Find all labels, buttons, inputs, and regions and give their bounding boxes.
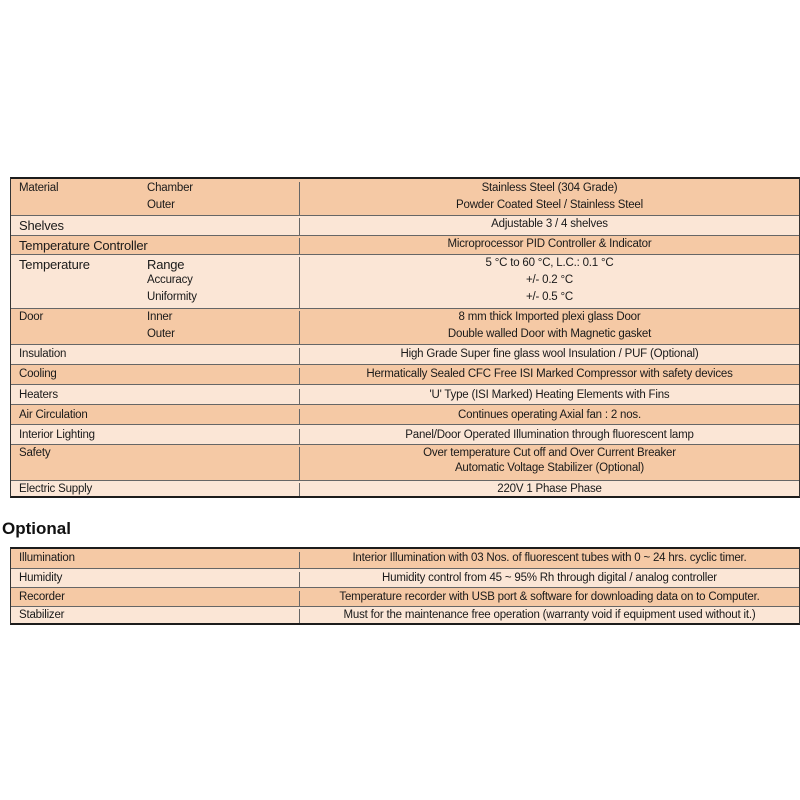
spec-sublabel: Inner — [147, 311, 173, 323]
spec-sublabel: Outer — [147, 328, 175, 340]
spec-value: 8 mm thick Imported plexi glass Door — [458, 311, 641, 323]
spec-value: 'U' Type (ISI Marked) Heating Elements with Fins — [299, 389, 799, 404]
spec-value: Double walled Door with Magnetic gasket — [447, 328, 652, 340]
spec-value: High Grade Super fine glass wool Insulation / PUF (Optional) — [299, 348, 799, 364]
spec-label: Temperature Controller — [19, 238, 148, 253]
spec-value: Hermatically Sealed CFC Free ISI Marked Compressor with safety devices — [299, 368, 799, 384]
optional-heading: Optional — [2, 519, 71, 538]
optional-label: Stabilizer — [19, 609, 65, 621]
spec-row-material — [11, 179, 799, 215]
spec-label: Temperature — [19, 257, 90, 272]
spec-label: Material — [19, 182, 59, 194]
optional-row-recorder — [11, 587, 799, 606]
optional-row-humidity — [11, 568, 799, 587]
optional-value: Temperature recorder with USB port & software for downloading data on to Computer. — [299, 591, 799, 606]
spec-value: Microprocessor PID Controller & Indicator — [299, 238, 799, 254]
spec-label: Electric Supply — [19, 483, 93, 495]
spec-row-door — [11, 308, 799, 344]
spec-value: 220V 1 Phase Phase — [299, 483, 799, 496]
spec-sublabel: Chamber — [147, 182, 193, 194]
spec-label: Safety — [19, 447, 51, 459]
spec-sublabel: Range — [147, 257, 185, 272]
optional-row-illumination — [11, 549, 799, 568]
optional-label: Illumination — [19, 552, 75, 564]
spec-label: Door — [19, 311, 44, 323]
spec-value: Continues operating Axial fan : 2 nos. — [299, 409, 799, 424]
spec-label: Interior Lighting — [19, 429, 95, 441]
spec-row-safety — [11, 444, 799, 480]
spec-row-shelves — [11, 215, 799, 235]
spec-value: Stainless Steel (304 Grade) — [481, 182, 618, 194]
spec-row-air-circulation — [11, 404, 799, 424]
spec-label: Cooling — [19, 368, 57, 380]
optional-label: Humidity — [19, 572, 63, 584]
spec-label: Insulation — [19, 348, 67, 360]
spec-value: Powder Coated Steel / Stainless Steel — [456, 199, 643, 211]
optional-row-stabilizer — [11, 606, 799, 623]
spec-label: Shelves — [19, 218, 64, 233]
spec-value: +/- 0.5 °C — [525, 291, 574, 303]
optional-table — [10, 547, 800, 625]
spec-row-cooling — [11, 364, 799, 384]
spec-value: +/- 0.2 °C — [525, 274, 574, 286]
optional-value: Humidity control from 45 ~ 95% Rh through digital / analog controller — [299, 572, 799, 587]
optional-label: Recorder — [19, 591, 65, 603]
spec-sublabel: Accuracy — [147, 274, 193, 286]
spec-row-temperature-controller — [11, 235, 799, 254]
spec-row-interior-lighting — [11, 424, 799, 444]
spec-sublabel: Uniformity — [147, 291, 197, 303]
spec-label: Heaters — [19, 389, 58, 401]
spec-label: Air Circulation — [19, 409, 88, 421]
spec-value: Adjustable 3 / 4 shelves — [299, 218, 799, 235]
optional-value: Must for the maintenance free operation (warranty void if equipment used without it.) — [299, 609, 799, 623]
spec-value: Panel/Door Operated Illumination through fluorescent lamp — [299, 429, 799, 444]
spec-value: Over temperature Cut off and Over Current Breaker — [423, 447, 676, 459]
spec-row-electric-supply — [11, 480, 799, 496]
spec-row-heaters — [11, 384, 799, 404]
specifications-table — [10, 177, 800, 498]
spec-row-insulation — [11, 344, 799, 364]
spec-sublabel: Outer — [147, 199, 175, 211]
spec-value: Automatic Voltage Stabilizer (Optional) — [454, 462, 645, 474]
optional-value: Interior Illumination with 03 Nos. of fluorescent tubes with 0 ~ 24 hrs. cyclic timer. — [299, 552, 799, 568]
spec-value: 5 °C to 60 °C, L.C.: 0.1 °C — [485, 257, 614, 269]
spec-row-temperature — [11, 254, 799, 308]
